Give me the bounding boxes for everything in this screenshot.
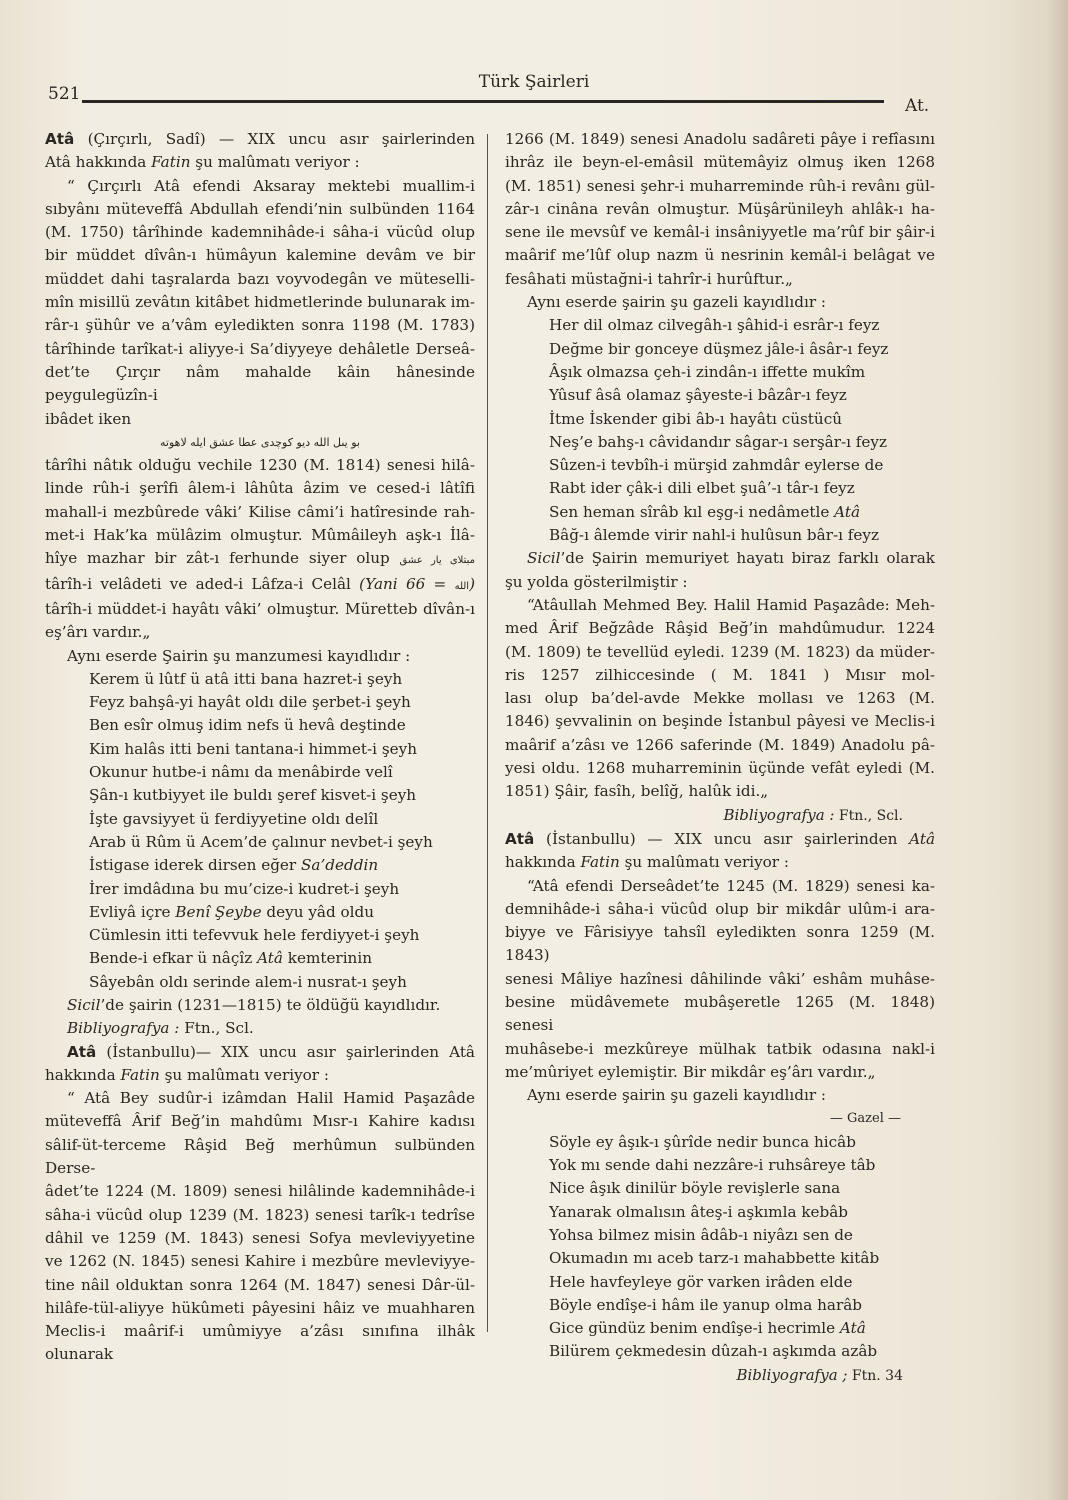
right-line-segment: yesi oldu. 1268 muharreminin üçünde vefât eyledi (M. [505, 759, 935, 778]
left-line-segment: (İstanbullu)— XIX uncu asır şairlerinden Atâ [96, 1042, 475, 1061]
right-line-segment: biyye ve Fârisiyye tahsîl eyledikten sonra 1259 (M. 1843) [505, 923, 935, 965]
left-line-segment: Bende-i efkar ü nâçîz [89, 949, 258, 968]
right-line-segment: Aynı eserde şairin şu gazeli kayıdlıdır : [527, 1086, 827, 1105]
right-text-line [505, 477, 935, 500]
right-text-line [505, 408, 935, 431]
right-text-line [505, 828, 935, 851]
left-line-segment: âdet’te 1224 (M. 1809) senesi hilâlinde kademnihâde-i [45, 1182, 475, 1201]
left-text-line [45, 947, 475, 970]
left-text-line [45, 524, 475, 547]
book-title: Türk Şairleri [478, 72, 590, 92]
left-text-line [45, 151, 475, 174]
left-text-line [45, 221, 475, 244]
right-line-segment: Atâ [839, 1319, 866, 1338]
left-text-line [45, 1297, 475, 1320]
left-line-segment: (Yani [359, 574, 398, 593]
left-line-segment: Sa’deddin [301, 856, 379, 875]
left-text-line [45, 1320, 475, 1367]
right-text-line [505, 1038, 935, 1061]
left-text-line [45, 598, 475, 621]
right-text-line [505, 175, 935, 198]
left-line-segment: hîye mazhar bir zât-ı ferhunde siyer olup [45, 549, 400, 568]
left-line-segment: tine nâil olduktan sonra 1264 (M. 1847) senesi Dâr-ül- [45, 1275, 475, 1294]
left-text-line [45, 1180, 475, 1203]
left-line-segment: Kim halâs itti beni tantana-i himmet-i şeyh [89, 739, 417, 758]
right-line-segment: maârif me’lûf olup nazm ü nesrinin kemâl-i belâgat ve [505, 246, 935, 265]
left-line-segment: “ Çırçırlı Atâ efendi Aksaray mektebi muallim-i [67, 176, 475, 195]
left-text-line [45, 268, 475, 291]
right-line-segment: ris 1257 zilhiccesinde ( M. 1841 ) Mısır mol- [505, 665, 935, 684]
left-text-line [45, 1017, 475, 1040]
left-line-segment: Feyz bahşâ-yi hayât oldı dile şerbet-i şeyh [89, 693, 411, 712]
right-line-segment: Yanarak olmalısın âteş-i aşkımla kebâb [549, 1202, 849, 1221]
right-line-segment: İtme İskender gibi âb-ı hayâtı cüstücû [549, 409, 842, 428]
right-line-segment: 1846) şevvalinin on beşinde İstanbul pâyesi ve Meclis-i [505, 712, 935, 731]
right-line-segment: ’de Şairin memuriyet hayatı biraz farklı olarak [560, 549, 935, 568]
right-text-line [505, 687, 935, 710]
left-line-segment: Ben esîr olmuş idim nefs ü hevâ deştinde [89, 716, 406, 735]
right-line-segment: (İstanbullu) — XIX uncu asır şairlerinden [534, 829, 910, 848]
left-line-segment: “ Atâ Bey sudûr-i izâmdan Halil Hamid Paşazâde [67, 1089, 475, 1108]
left-text-line [45, 668, 475, 691]
left-line-segment: ibâdet iken [45, 409, 132, 428]
left-text-line [45, 314, 475, 337]
left-text-line [45, 1064, 475, 1087]
right-line-segment: demnihâde-i sâha-i vücûd olup bir mikdâr ulûm-i ara- [505, 899, 935, 918]
left-text-line [45, 1087, 475, 1110]
left-line-segment: Meclis-i maârif-i umûmiyye a’zâsı sınıfına ilhâk olunarak [45, 1322, 475, 1364]
left-text-line [45, 1250, 475, 1273]
left-line-segment: ’de şairin (1231—1815) te öldüğü kayıdlıdır. [100, 995, 441, 1014]
left-line-segment: met-i Hak’ka mülâzim olmuştur. Mûmâileyh aşk-ı İlâ- [45, 526, 475, 545]
left-line-segment: müddet dahi taşralarda bazı voyvodegân ve müteselli- [45, 269, 475, 288]
left-line-segment [398, 575, 406, 593]
left-line-segment: Okunur hutbe-i nâmı da menâbirde velî [89, 763, 393, 782]
left-line-segment: Arab ü Rûm ü Acem’de çalınur nevbet-i şeyh [89, 832, 433, 851]
left-line-segment: Bibliyografya : [67, 1019, 180, 1038]
right-text-line [505, 1340, 935, 1363]
left-text-line [45, 878, 475, 901]
right-text-line [505, 1154, 935, 1177]
left-line-segment: Şân-ı kutbiyyet ile buldı şeref kisvet-i şeyh [89, 786, 417, 805]
left-line-segment: bir müddet dîvân-ı hümâyun kalemine devâm ve bir [45, 246, 475, 265]
left-text-line [45, 784, 475, 807]
right-line-segment: Yûsuf âsâ olamaz şâyeste-i bâzâr-ı feyz [549, 386, 847, 405]
left-text-line [45, 1227, 475, 1250]
right-line-segment: Aynı eserde şairin şu gazeli kayıdlıdır : [527, 293, 827, 312]
left-text-line [45, 244, 475, 267]
left-line-segment: hilâfe-tül-aliyye hükûmeti pâyesini hâiz ve muahharen [45, 1298, 475, 1317]
left-text-line [45, 501, 475, 524]
right-line-segment: Fatin [580, 853, 620, 872]
left-text-line [45, 361, 475, 408]
right-line-segment: Söyle ey âşık-ı şûrîde nedir bunca hicâb [549, 1132, 856, 1151]
right-line-segment: 1266 (M. 1849) senesi Anadolu sadâreti pâye i refîasını [505, 130, 935, 148]
right-line-segment: fesâhati müstağni-i tahrîr-i hurûftur.„ [505, 269, 793, 288]
right-line-segment: Âşık olmazsa çeh-i zindân-ı iffette mukîm [549, 362, 866, 381]
right-text-line [505, 1201, 935, 1224]
left-line-segment: deyu yâd oldu [261, 902, 375, 921]
left-line-segment: sıbyânı müteveffâ Abdullah efendi’nin sulbünden 1164 [45, 199, 475, 218]
right-line-segment: “Atâullah Mehmed Bey. Halil Hamid Paşazâde: Meh- [527, 595, 935, 614]
left-line-segment: târîh-i velâdeti ve aded-i Lâfza-i Celâl [45, 574, 360, 593]
left-line-segment: Ftn., Scl. [179, 1019, 254, 1038]
left-text-line [45, 547, 475, 572]
right-line-segment: lası olup ba’del-avde Mekke mollası ve 1263 (M. [505, 689, 935, 708]
right-line-segment: Sicil [527, 549, 561, 568]
left-text-line [45, 691, 475, 714]
left-line-segment: mîn misillü zevâtın kitâbet hidmetlerinde bulunarak im- [45, 293, 476, 312]
left-line-segment: Atâ [257, 949, 283, 968]
right-line-segment: med Ârif Beğzâde Râşid Beğ’in mahdûmudur. 1224 [505, 619, 935, 638]
right-line-segment: Bibliyografya ; [736, 1365, 848, 1384]
left-column [45, 128, 475, 1367]
left-line-segment: det’te Çırçır nâm mahalde kâin hânesinde peygulegüzîn-i [45, 362, 475, 405]
right-line-segment: (M. 1809) te tevellüd eyledi. 1239 (M. 1823) da müder- [505, 642, 935, 661]
left-text-line [45, 1134, 475, 1181]
left-text-line [45, 738, 475, 761]
left-line-segment: Benî Şeybe [175, 902, 262, 921]
left-line-segment: Kerem ü lûtf ü atâ itti bana hazret-i şeyh [89, 669, 403, 688]
left-text-line [45, 645, 475, 668]
right-text-line [505, 1271, 935, 1294]
left-line-segment: ve 1262 (N. 1845) senesi Kahire i mezbûre mevleviyye- [45, 1252, 475, 1271]
right-text-line [505, 1107, 935, 1130]
right-text-line [505, 921, 935, 968]
right-text-line [505, 128, 935, 151]
right-text-line [505, 198, 935, 221]
right-line-segment: Atâ [834, 502, 860, 521]
left-text-line [45, 621, 475, 644]
right-text-line [505, 1061, 935, 1084]
left-text-line [45, 831, 475, 854]
right-line-segment: (M. 1851) senesi şehr-i muharreminde rûh-i revânı gül- [505, 176, 935, 195]
right-line-segment: Neş’e bahş-ı câvidandır sâgar-ı serşâr-ı feyz [549, 432, 887, 451]
right-line-segment: — Gazel — [829, 1111, 901, 1127]
right-text-line [505, 851, 935, 874]
left-line-segment: = 66) [405, 574, 476, 593]
right-text-line [505, 244, 935, 267]
left-line-segment: Atâ hakkında [45, 153, 152, 172]
header-rule [82, 100, 884, 103]
right-text-line [505, 571, 935, 594]
left-text-line [45, 761, 475, 784]
left-text-line [45, 1274, 475, 1297]
right-line-segment: Böyle endîşe-i hâm ile yanup olma harâb [549, 1295, 863, 1314]
right-text-line [505, 617, 935, 640]
left-text-line [45, 573, 475, 598]
right-text-line [505, 594, 935, 617]
left-line-segment: şu malûmatı veriyor : [190, 153, 360, 172]
left-text-line [45, 454, 475, 477]
left-line-segment: târîhi nâtık olduğu vechile 1230 (M. 1814) senesi hilâ- [45, 456, 475, 475]
left-line-segment: Cümlesin itti tefevvuk hele ferdiyyet-i şeyh [89, 926, 420, 945]
left-line-segment: şu malûmatı veriyor : [159, 1065, 329, 1084]
left-line-segment: Atâ [67, 1042, 97, 1061]
right-text-line [505, 221, 935, 244]
page-number: 521 [48, 84, 81, 104]
right-line-segment: senesi Mâliye hazînesi dâhilinde vâki’ eshâm muhâse- [505, 969, 935, 988]
right-text-line [505, 734, 935, 757]
left-line-segment: târîhinde tarîkat-i aliyye-i Sa’diyyeye dehâletle Derseâ- [45, 339, 475, 358]
left-line-segment: dâhil ve 1259 (M. 1843) senesi Sofya mevleviyyetine [45, 1228, 475, 1247]
right-text-line [505, 314, 935, 337]
left-line-segment: sâha-i vücûd olup 1239 (M. 1823) senesi tarîk-ı tedrîse [45, 1205, 475, 1224]
right-text-line [505, 431, 935, 454]
right-line-segment: 1851) Şâir, fasîh, belîğ, halûk idi.„ [505, 782, 769, 801]
left-text-line [45, 198, 475, 221]
right-text-line [505, 338, 935, 361]
left-line-segment: sâlif-üt-terceme Râşid Beğ merhûmun sulbünden Derse- [45, 1135, 475, 1178]
right-line-segment: Yohsa bilmez misin âdâb-ı niyâzı sen de [549, 1225, 853, 1244]
right-line-segment: Sûzen-i tevbîh-i mürşid zahmdâr eylerse de [549, 456, 884, 475]
right-column [505, 128, 935, 1388]
right-line-segment: muhâsebe-i mezkûreye mülhak tatbik odasına nakl-i [505, 1039, 935, 1058]
right-text-line [505, 1247, 935, 1270]
right-text-line [505, 710, 935, 733]
left-text-line [45, 854, 475, 877]
right-text-line [505, 151, 935, 174]
right-text-line [505, 968, 935, 991]
left-line-segment: eş’ârı vardır.„ [45, 623, 151, 642]
left-line-segment: İrer imdâdına bu mu’cize-i kudret-i şeyh [89, 879, 400, 898]
left-line-segment: Fatin [151, 153, 191, 172]
left-line-segment: müteveffâ Ârif Beğ’in mahdûmı Mısr-ı Kahire kadısı [45, 1112, 475, 1131]
left-line-segment: kemterinin [282, 949, 372, 968]
right-text-line [505, 524, 935, 547]
right-text-line [505, 501, 935, 524]
left-text-line [45, 338, 475, 361]
right-text-line [505, 1131, 935, 1154]
left-line-segment: Atâ [45, 130, 75, 148]
left-text-line [45, 924, 475, 947]
left-line-segment: Sâyebân oldı serinde alem-i nusrat-ı şeyh [89, 972, 407, 991]
right-text-line [505, 1177, 935, 1200]
right-line-segment: Bibliyografya : [723, 805, 835, 824]
right-text-line [505, 898, 935, 921]
left-text-line [45, 175, 475, 198]
right-text-line [505, 1364, 935, 1388]
left-text-line [45, 477, 475, 500]
right-line-segment: besine müdâvemete mubâşeretle 1265 (M. 1848) senesi [505, 992, 935, 1035]
left-line-segment: (Çırçırlı, Sadî) — XIX uncu asır şairlerinden [74, 130, 475, 148]
right-text-line [505, 1317, 935, 1340]
right-text-line [505, 991, 935, 1038]
right-line-segment: Bâğ-ı âlemde virir nahl-i hulûsun bâr-ı feyz [549, 526, 879, 545]
left-text-line [45, 994, 475, 1017]
left-line-segment: hakkında [45, 1065, 121, 1084]
right-text-line [505, 641, 935, 664]
left-text-line [45, 901, 475, 924]
right-line-segment: Nice âşık dinilür böyle revişlerle sana [549, 1179, 841, 1198]
right-line-segment: maârif a’zâsı ve 1266 saferinde (M. 1849) Anadolu pâ- [505, 735, 935, 754]
right-text-line [505, 804, 935, 828]
left-line-segment [446, 575, 454, 593]
left-line-segment: mahall-i mezbûrede vâki’ Kilise câmi’i hatîresinde rah- [45, 502, 475, 521]
right-line-segment: ihrâz ile beyn-el-emâsil mütemâyiz olmuş iken 1268 [505, 153, 935, 172]
right-line-segment: Okumadın mı aceb tarz-ı mahabbette kitâb [549, 1249, 880, 1268]
left-text-line [45, 971, 475, 994]
left-line-segment: linde rûh-i şerîfi âlem-i lâhûta âzim ve cesed-i lâtîfi [45, 479, 475, 498]
right-line-segment: şu malûmatı veriyor : [619, 853, 789, 872]
left-text-line [45, 714, 475, 737]
left-line-segment: Sicil [67, 995, 101, 1014]
right-line-segment: şu yolda gösterilmiştir : [505, 572, 688, 591]
right-text-line [505, 268, 935, 291]
left-line-segment: Fatin [120, 1065, 160, 1084]
left-text-line [45, 1041, 475, 1064]
left-line-segment: الله [454, 580, 470, 592]
right-line-segment: Yok mı sende dahi nezzâre-i ruhsâreye tâb [549, 1156, 876, 1175]
right-line-segment: Değme bir gonceye düşmez jâle-i âsâr-ı feyz [549, 339, 889, 358]
running-head: At. [905, 96, 930, 116]
right-line-segment: Her dil olmaz cilvegâh-ı şâhid-i esrâr-ı feyz [549, 316, 880, 335]
right-line-segment: “Atâ efendi Derseâdet’te 1245 (M. 1829) senesi ka- [527, 876, 935, 895]
right-text-line [505, 875, 935, 898]
right-line-segment: me’mûriyet eylemiştir. Bir mikdâr eş’ârı vardır.„ [505, 1062, 876, 1081]
right-text-line [505, 291, 935, 314]
left-line-segment: İşte gavsiyyet ü ferdiyyetine oldı delîl [89, 809, 379, 828]
column-divider [487, 134, 488, 1332]
right-text-line [505, 757, 935, 780]
left-text-line [45, 431, 475, 454]
left-line-segment: بو يىل الله ديو كوچدى عطا عشق ايله لاهوته [160, 435, 360, 449]
right-line-segment: sene ile mevsûf ve kemâl-i insâniyyetle ma’rûf bir şâir-i [505, 223, 935, 242]
right-line-segment: Hele havfeyleye gör varken irâden elde [549, 1272, 853, 1291]
right-text-line [505, 1084, 935, 1107]
right-line-segment: Ftn. 34 [847, 1367, 903, 1384]
left-line-segment: İstigase iderek dirsen eğer [89, 856, 302, 875]
right-text-line [505, 454, 935, 477]
left-line-segment: Evliyâ içre [89, 902, 176, 921]
right-line-segment: Ftn., Scl. [834, 807, 903, 824]
right-text-line [505, 384, 935, 407]
left-text-line [45, 808, 475, 831]
right-text-line [505, 1224, 935, 1247]
right-line-segment: zâr-ı cinâna revân olmuştur. Müşârünileyh ahlâk-ı ha- [505, 199, 935, 218]
left-line-segment: مبتلاى يار عشق [399, 555, 476, 567]
left-text-line [45, 408, 475, 431]
right-line-segment: Rabt ider çâk-i dili elbet şuâ’-ı târ-ı feyz [549, 479, 855, 498]
right-text-line [505, 1294, 935, 1317]
left-text-line [45, 291, 475, 314]
left-text-line [45, 1204, 475, 1227]
right-line-segment: Sen heman sîrâb kıl eşg-i nedâmetle [549, 502, 835, 521]
right-text-line [505, 780, 935, 803]
page-edge-shadow [1046, 0, 1068, 1500]
left-text-line [45, 1110, 475, 1133]
right-line-segment: Atâ [505, 829, 535, 848]
left-line-segment: Aynı eserde Şairin şu manzumesi kayıdlıdır : [67, 646, 411, 665]
right-text-line [505, 361, 935, 384]
left-line-segment: (M. 1750) târîhinde kademnihâde-i sâha-i vücûd olup [45, 223, 475, 242]
left-text-line [45, 128, 475, 151]
right-line-segment: Bilürem çekmedesin dûzah-ı aşkımda azâb [549, 1342, 878, 1361]
right-line-segment: hakkında [505, 853, 581, 872]
left-line-segment: târîh-i müddet-i hayâtı vâki’ olmuştur. Müretteb dîvân-ı [45, 599, 475, 618]
right-text-line [505, 547, 935, 570]
left-line-segment: râr-ı şühûr ve a’vâm eyledikten sonra 1198 (M. 1783) [45, 316, 475, 335]
right-text-line [505, 664, 935, 687]
right-line-segment: Gice gündüz benim endîşe-i hecrimle [549, 1319, 840, 1338]
right-line-segment: Atâ [909, 829, 935, 848]
